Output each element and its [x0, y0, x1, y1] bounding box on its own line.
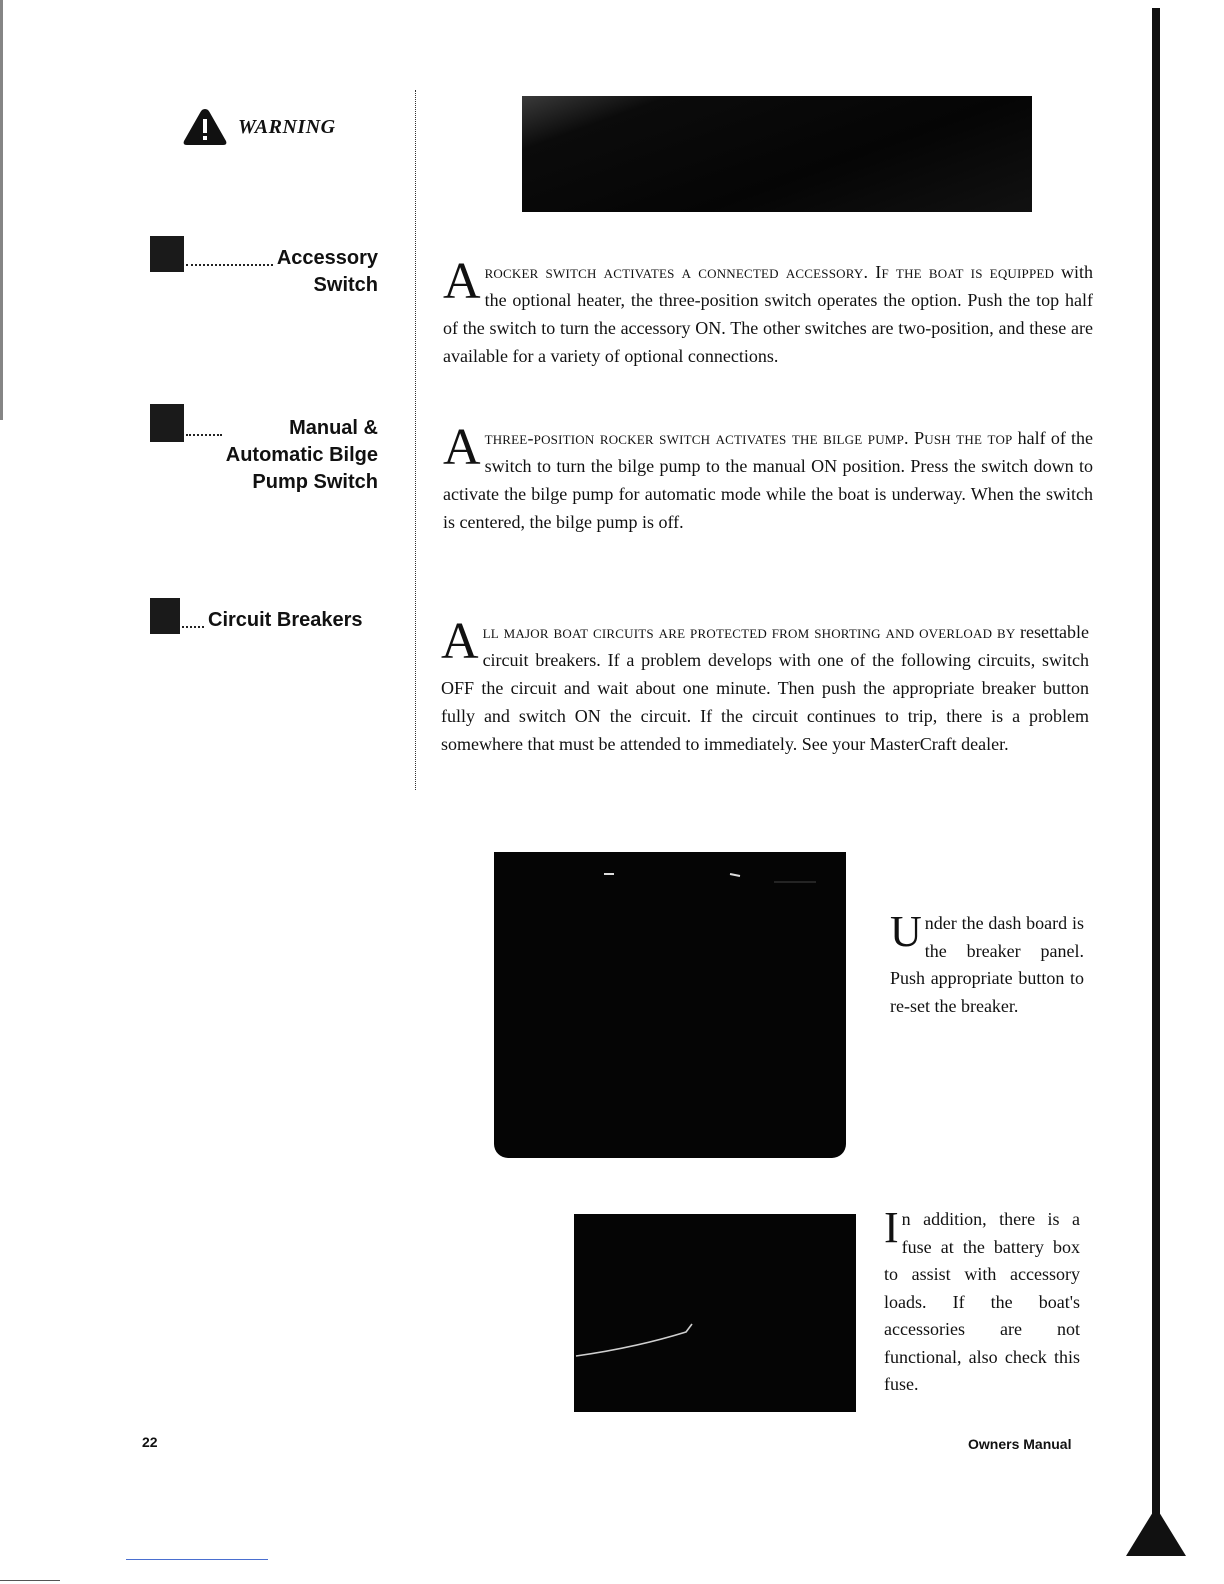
scan-bottom-dash	[0, 1580, 60, 1581]
sidebar-label: Automatic Bilge	[225, 444, 378, 466]
circuit-breaker-thumbnail	[150, 598, 180, 634]
sidebar-label: Manual &	[289, 417, 378, 439]
sidebar-label: Circuit Breakers	[208, 609, 363, 631]
accessory-switch-thumbnail	[150, 236, 184, 272]
drop-cap: U	[890, 907, 922, 956]
bilge-pump-paragraph	[443, 419, 1093, 536]
paragraph-lead: rocker switch activates a connected accessory. If the boat is equipped	[484, 262, 1055, 282]
paragraph-lead: ll major boat circuits are protected from shorting and overload by	[482, 622, 1016, 642]
page-number: 22	[142, 1434, 158, 1450]
scan-bottom-line	[126, 1559, 268, 1560]
sidebar-item-circuit-breakers	[150, 598, 378, 634]
caption-body: nder the dash board is the breaker panel. Push appropriate button to re-set the breaker.	[890, 913, 1084, 1016]
warning-heading	[182, 107, 336, 147]
column-divider	[415, 90, 416, 790]
warning-icon	[182, 107, 228, 147]
drop-cap: I	[884, 1203, 899, 1252]
scan-edge-foot	[1126, 1512, 1186, 1556]
paragraph-body: resettable circuit breakers. If a problem develops with one of the following circuits, switch OFF the circuit and wait about one minute. Then push the appropriate breaker button fully and switch ON the circuit. If the circuit continues to trip, there is a problem somewhere that must be attended to immediately. See your MasterCraft dealer.	[441, 622, 1089, 754]
scan-edge-right	[1152, 8, 1160, 1528]
paragraph-body: with the optional heater, the three-position switch operates the option. Push the top half of the switch to turn the accessory ON. The other switches are two-position, and these are available for a variety of optional connections.	[443, 262, 1093, 366]
battery-fuse-caption	[884, 1203, 1080, 1399]
sidebar-label: Switch	[313, 274, 378, 296]
drop-cap: A	[443, 419, 481, 476]
footer-title: Owners Manual	[968, 1436, 1072, 1452]
bilge-switch-thumbnail	[150, 404, 184, 442]
drop-cap: A	[441, 613, 479, 670]
switch-panel-photo	[522, 96, 1032, 212]
sidebar-label: Pump Switch	[252, 471, 378, 493]
warning-label: WARNING	[238, 115, 336, 138]
sidebar-label: Accessory	[276, 247, 378, 269]
paragraph-lead: three-position rocker switch activates the bilge pump. Push the top	[484, 428, 1013, 448]
accessory-switch-paragraph	[443, 253, 1093, 370]
scan-edge-left	[0, 0, 3, 420]
drop-cap: A	[443, 253, 481, 310]
caption-body: n addition, there is a fuse at the battery box to assist with accessory loads. If the boat's accessories are not functional, also check this fuse.	[884, 1209, 1080, 1394]
breaker-panel-photo	[494, 852, 846, 1158]
paragraph-body: half of the switch to turn the bilge pump to the manual ON position. Press the switch down to activate the bilge pump for automatic mode while the boat is underway. When the switch is centered, the bilge pump is off.	[443, 428, 1093, 532]
circuit-breakers-paragraph	[441, 613, 1089, 758]
sidebar-item-accessory-switch	[150, 236, 378, 299]
sidebar-item-bilge-pump-switch	[150, 404, 378, 496]
battery-fuse-photo	[574, 1214, 856, 1412]
breaker-panel-caption	[890, 907, 1084, 1020]
